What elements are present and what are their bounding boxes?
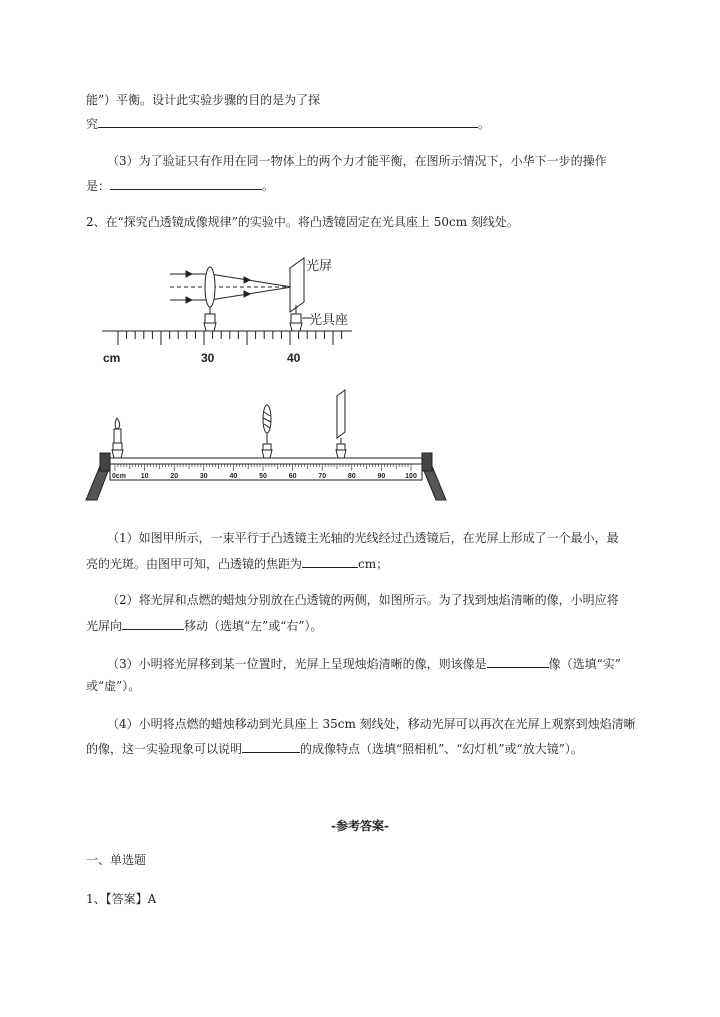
q2-s1-line2 xyxy=(86,555,388,572)
bench-tick-label: 80 xyxy=(347,473,356,480)
text-prefix: （3）小明将光屏移到某一位置时，光屏上呈现烛焰清晰的像，则该像是 xyxy=(107,657,487,671)
text-prefix: 是： xyxy=(86,179,111,193)
bench-tick-label: 60 xyxy=(288,473,297,480)
text-prefix: 光屏向 xyxy=(86,619,123,633)
refracted-ray xyxy=(210,274,292,287)
ruler-ticks xyxy=(118,331,342,345)
bench-tick-label: 100 xyxy=(405,473,417,480)
screen-holder xyxy=(291,314,301,323)
text-suffix: 移动（选填“左”或“右”）。 xyxy=(184,619,323,633)
answer-blank xyxy=(487,655,549,668)
label-optical-bench: 光具座 xyxy=(309,312,349,327)
tick-label-40: 40 xyxy=(287,351,301,365)
q2-s3-line1 xyxy=(107,655,621,672)
bench-rail xyxy=(110,458,422,464)
bench-tick-label: 10 xyxy=(140,473,149,480)
bench-tick-label: 30 xyxy=(199,473,208,480)
bench-tick-label: 50 xyxy=(259,473,267,480)
lens-holder xyxy=(205,314,215,323)
bench-lens-holder xyxy=(263,444,271,450)
q1-tail-line1: 能”）平衡。设计此实验步骤的目的是为了探 xyxy=(86,93,321,107)
q2-s4-line2 xyxy=(86,740,583,757)
figure-optical-bench xyxy=(86,390,446,500)
ray-arrow xyxy=(244,291,250,297)
bench-tick-label: 40 xyxy=(229,473,238,480)
bench-tick-label: 90 xyxy=(377,473,386,480)
answers-title: -参考答案- xyxy=(331,819,389,833)
q2-s2-line2 xyxy=(86,617,323,634)
q2-stem: 2、在“探究凸透镜成像规律”的实验中。将凸透镜固定在光具座上 50cm 刻线处。 xyxy=(86,215,519,229)
bench-lens-base xyxy=(262,450,272,458)
refracted-ray xyxy=(210,287,292,300)
answer-blank xyxy=(302,555,358,568)
text-prefix: 亮的光斑。由图甲可知，凸透镜的焦距为 xyxy=(86,557,303,571)
ray-arrow xyxy=(186,297,192,303)
bench-screen-base xyxy=(336,450,346,458)
q2-s1-line1: （1）如图甲所示，一束平行于凸透镜主光轴的光线经过凸透镜后，在光屏上形成了一个最小，最 xyxy=(107,531,619,545)
q2-s3-line2: 或“虚”）。 xyxy=(86,679,141,693)
light-screen xyxy=(290,258,304,312)
bench-tick-label: 20 xyxy=(170,473,179,480)
text-suffix: 。 xyxy=(262,179,275,193)
text-suffix: cm； xyxy=(358,557,389,571)
text-prefix: 的像，这一实验现象可以说明 xyxy=(86,742,243,756)
label-light-screen: 光屏 xyxy=(306,258,333,273)
q2-s2-line1: （2）将光屏和点燃的蜡烛分别放在凸透镜的两侧，如图所示。为了找到烛焰清晰的像，小明应将 xyxy=(107,593,619,607)
text-suffix: 的成像特点（选填“照相机”、“幻灯机”或“放大镜”）。 xyxy=(300,742,583,756)
bench-screen-holder xyxy=(337,444,345,450)
text-prefix: 究 xyxy=(86,117,99,131)
answer-blank xyxy=(242,740,300,753)
lens-base xyxy=(204,323,216,331)
text-suffix: 像（选填“实” xyxy=(548,657,621,671)
candle-flame xyxy=(115,418,120,429)
candle-holder xyxy=(113,443,122,450)
bench-tick-label: 70 xyxy=(318,473,327,480)
ray-arrow xyxy=(186,271,192,277)
answer-blank xyxy=(122,617,184,630)
ray-arrow xyxy=(244,277,250,283)
bench-screen xyxy=(337,390,345,438)
answer-item-1: 1、【答案】A xyxy=(86,892,157,906)
convex-lens xyxy=(205,267,215,307)
candle-body xyxy=(114,429,121,443)
candle-base xyxy=(112,450,123,458)
q2-s4-line1: （4）小明将点燃的蜡烛移动到光具座上 35cm 刻线处，移动光屏可以再次在光屏上观察到烛焰清晰 xyxy=(107,717,636,731)
bench-end-left xyxy=(100,453,110,471)
answers-section: 一、单选题 xyxy=(86,853,147,867)
q1-part3-line1: （3）为了验证只有作用在同一物体上的两个力才能平衡，在图所示情况下，小华下一步的操作 xyxy=(107,154,607,168)
bench-end-right xyxy=(422,453,432,471)
label-cm-unit: cm xyxy=(103,351,121,365)
screen-base xyxy=(290,323,302,331)
bench-tick-label: 0cm xyxy=(112,473,127,480)
tick-label-30: 30 xyxy=(201,351,215,365)
text-suffix: 。 xyxy=(478,117,491,131)
